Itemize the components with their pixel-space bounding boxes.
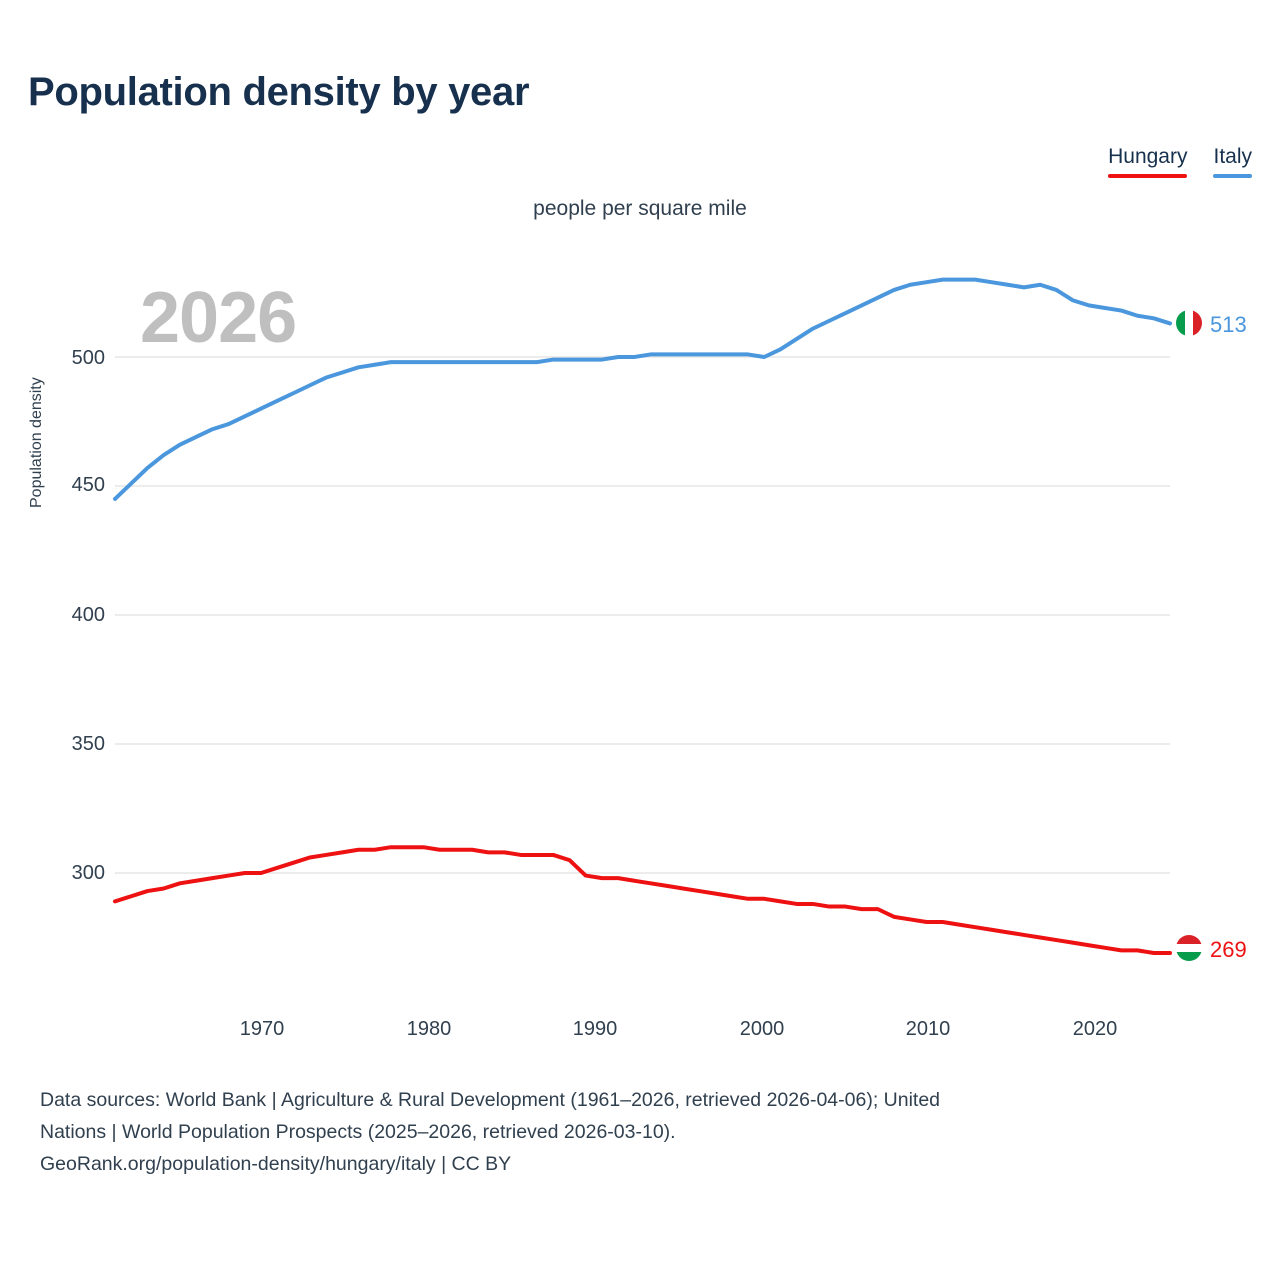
x-tick-1980: 1980	[406, 1018, 452, 1040]
x-tick-1970: 1970	[239, 1018, 285, 1040]
end-label-hungary: 269	[1210, 937, 1247, 962]
chart-subtitle: people per square mile	[533, 197, 747, 220]
x-tick-2020: 2020	[1072, 1018, 1118, 1040]
x-tick-2010: 2010	[905, 1018, 951, 1040]
italy-flag-icon	[1176, 310, 1202, 336]
page-title: Population density by year	[28, 70, 530, 114]
x-tick-2000: 2000	[739, 1018, 785, 1040]
gridlines	[115, 357, 1170, 873]
footer-line-2: Nations | World Population Prospects (2025–2026, retrieved 2026-03-10).	[40, 1121, 676, 1144]
series-line-hungary	[115, 847, 1170, 953]
legend-label-italy: Italy	[1213, 145, 1252, 168]
footer-line-3: GeoRank.org/population-density/hungary/italy | CC BY	[40, 1153, 512, 1176]
y-tick-500: 500	[71, 347, 105, 369]
y-axis-label: Population density	[28, 377, 45, 508]
y-tick-450: 450	[71, 474, 105, 496]
legend-label-hungary: Hungary	[1108, 145, 1188, 168]
year-watermark: 2026	[140, 278, 297, 358]
y-tick-400: 400	[71, 604, 105, 626]
series-line-italy	[115, 280, 1170, 499]
y-tick-350: 350	[71, 733, 105, 755]
hungary-flag-icon	[1176, 935, 1202, 961]
end-label-italy: 513	[1210, 312, 1247, 337]
footer	[40, 1085, 1260, 1182]
y-tick-300: 300	[71, 862, 105, 884]
x-tick-1990: 1990	[572, 1018, 618, 1040]
footer-line-1: Data sources: World Bank | Agriculture & Rural Development (1961–2026, retrieved 2026-04-06); United	[40, 1089, 941, 1111]
